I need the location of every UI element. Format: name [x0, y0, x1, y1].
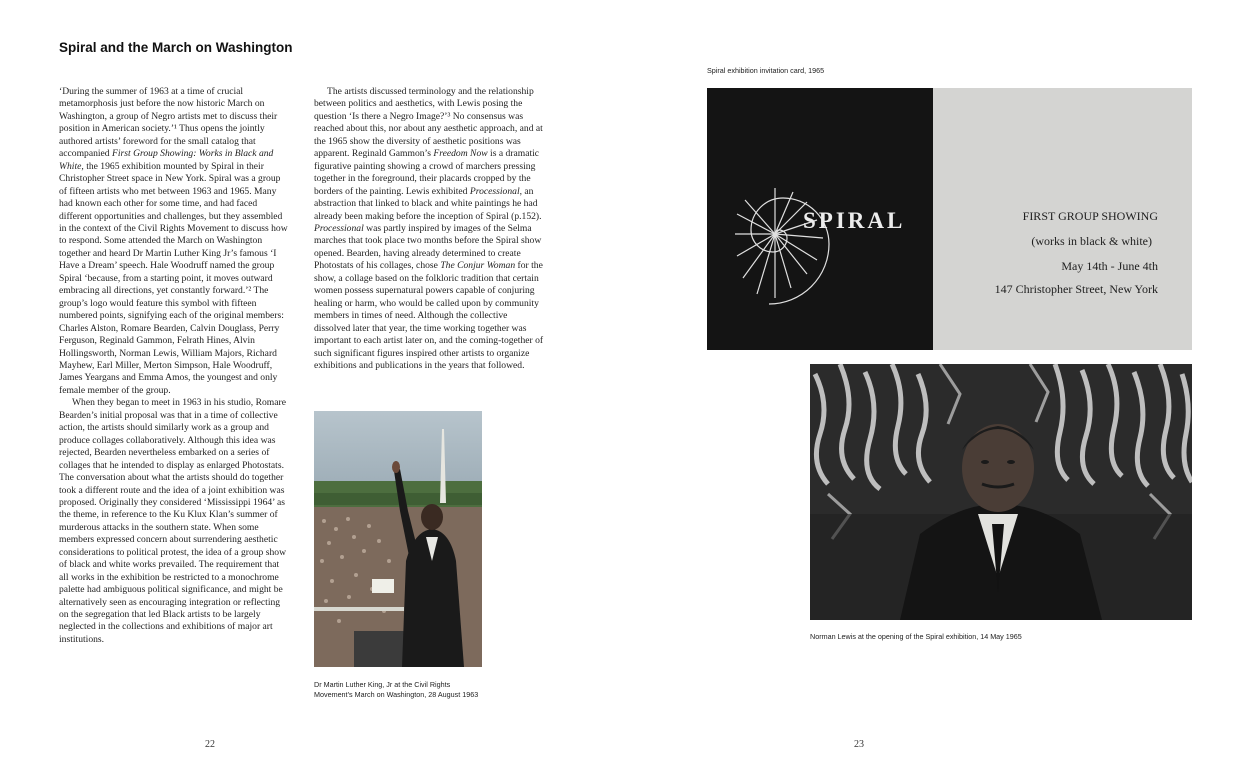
- mlk-caption-line-2: Movement’s March on Washington, 28 August 1963: [314, 690, 479, 699]
- mlk-photo-caption: [314, 680, 478, 700]
- norman-lewis-photo: [810, 364, 1192, 620]
- mlk-photo-illustration: [314, 411, 482, 667]
- lewis-photo-illustration: [810, 364, 1192, 620]
- invitation-card: [707, 88, 1192, 350]
- paragraph-3-text-e: , an abstraction that linked to black and white paintings he had already been making before the inception of Spiral (p.152).: [314, 185, 542, 222]
- paragraph-3-text-i: for the show, a collage based on the folkloric tradition that certain women possess supernatural powers capable of conjuring healing or harm, who would be called upon by community members in times of need. Although the collective dissolved later that year, the time working together was important to each artist later on, and the coming-together of such significant figures inspired other artists to organize exhibitions and publications in the years that followed.: [314, 260, 544, 371]
- card-line-1: FIRST GROUP SHOWING: [1022, 209, 1158, 223]
- mlk-caption-line-1: Dr Martin Luther King, Jr at the Civil Rights: [314, 680, 451, 689]
- paragraph-1-text-c: , the 1965 exhibition mounted by Spiral in their Christopher Street space in New York. Spiral was a group of fifteen artists who met between 1963 and 1965. Many had known each other for some time, and had faced different opportunities and challenges, but they assembled in the context of the Civil Rights Movement to discuss how to respond. Some attended the March on Washington together and heard Dr Martin Luther King Jr’s famous ‘I Have a Dream’ speech. Hale Woodruff named the group Spiral ‘because, from a starting point, it moves outward embracing all directions, yet constantly forward.’² The group’s logo would feature this symbol with fifteen numbered points, signifying each of the original members: Charles Alston, Romare Bearden, Calvin Douglass, Perry Ferguson, Reginald Gammon, Felrath Hines, Alvin Hollingsworth, Norman Lewis, William Majors, Richard Mayhew, Earl Miller, Merton Simpson, Hale Woodruff, James Yeargans and Emma Amos, the youngest and only female member of the group.: [59, 160, 288, 396]
- artwork-title-conjur-woman: The Conjur Woman: [440, 260, 516, 272]
- card-text-panel: [933, 88, 1192, 350]
- artwork-title-processional: Processional: [469, 185, 520, 197]
- text-column-2: [314, 86, 546, 372]
- card-logo-panel: [707, 88, 933, 350]
- card-line-4: 147 Christopher Street, New York: [994, 282, 1158, 296]
- catalog-title: First Group Showing: Works in Black and White: [59, 148, 274, 172]
- card-logo-word: SPIRAL: [803, 208, 906, 233]
- paragraph-3: [314, 86, 546, 372]
- artwork-title-processional-2: Processional: [314, 222, 364, 234]
- paragraph-2: When they began to meet in 1963 in his studio, Romare Bearden’s initial proposal was that in a time of collective action, the artists should similarly work as a group and produce collages collaboratively. Although this idea was rejected, Bearden nevertheless embarked on a series of collages that he intended to display as enlarged Photostats. The conversation about what the artists should do together took a different route and the idea of a joint exhibition was proposed. Originally they considered ‘Mississippi 1964’ as the theme, in reference to the Ku Klux Klan’s summer of murderous attacks in the southern state. When some members expressed concern about surrendering aesthetic considerations to political protest, the idea of a group show of black and white works prevailed. The requirement that all works in the exhibition be restricted to a monochrome palette had ambiguous political significance, and might be alternatively seen as encouraging integration or reflecting on the segregation that led Black artists to be largely neglected in the collections and exhibitions of major art institutions.: [59, 397, 286, 645]
- card-line-3: May 14th - June 4th: [1061, 259, 1158, 273]
- card-caption: Spiral exhibition invitation card, 1965: [707, 66, 825, 75]
- card-line-2: (works in black & white): [1031, 234, 1152, 248]
- paragraph-1-text-a: ‘During the summer of 1963 at a time of crucial metamorphosis just before the now historic March on Washington, a group of Negro artists met to discuss their position in American society.’¹ Thus opens the jointly authored artists’ foreword for the small catalog that accompanied: [59, 86, 278, 160]
- folio-right: 23: [854, 739, 864, 750]
- page-title: Spiral and the March on Washington: [59, 40, 293, 55]
- paragraph-3-text-g: was partly inspired by images of the Selma marches that took place two months before the Spiral show opened. Bearden, having already determined to create Photostats of his collages, chose: [314, 222, 542, 272]
- folio-left: 22: [205, 739, 215, 750]
- paragraph-3-text-c: is a dramatic figurative painting showing a crowd of marchers pressing together in the foreground, their placards cropped by the borders of the painting. Lewis exhibited: [314, 148, 540, 197]
- paragraph-3-text-a: The artists discussed terminology and the relationship between politics and aesthetics, with Lewis posing the question ‘Is there a Negro Image?’³ No consensus was reached about this, nor about any aesthetic approach, and at the 1965 show the diversity of aesthetic positions was apparent. Reginald Gammon’s: [314, 86, 543, 160]
- paragraph-1: [59, 86, 289, 397]
- lewis-photo-caption: Norman Lewis at the opening of the Spiral exhibition, 14 May 1965: [810, 632, 1022, 641]
- mlk-march-photo: [314, 411, 482, 667]
- artwork-title-freedom-now: Freedom Now: [433, 148, 488, 160]
- text-column-1: [59, 86, 289, 646]
